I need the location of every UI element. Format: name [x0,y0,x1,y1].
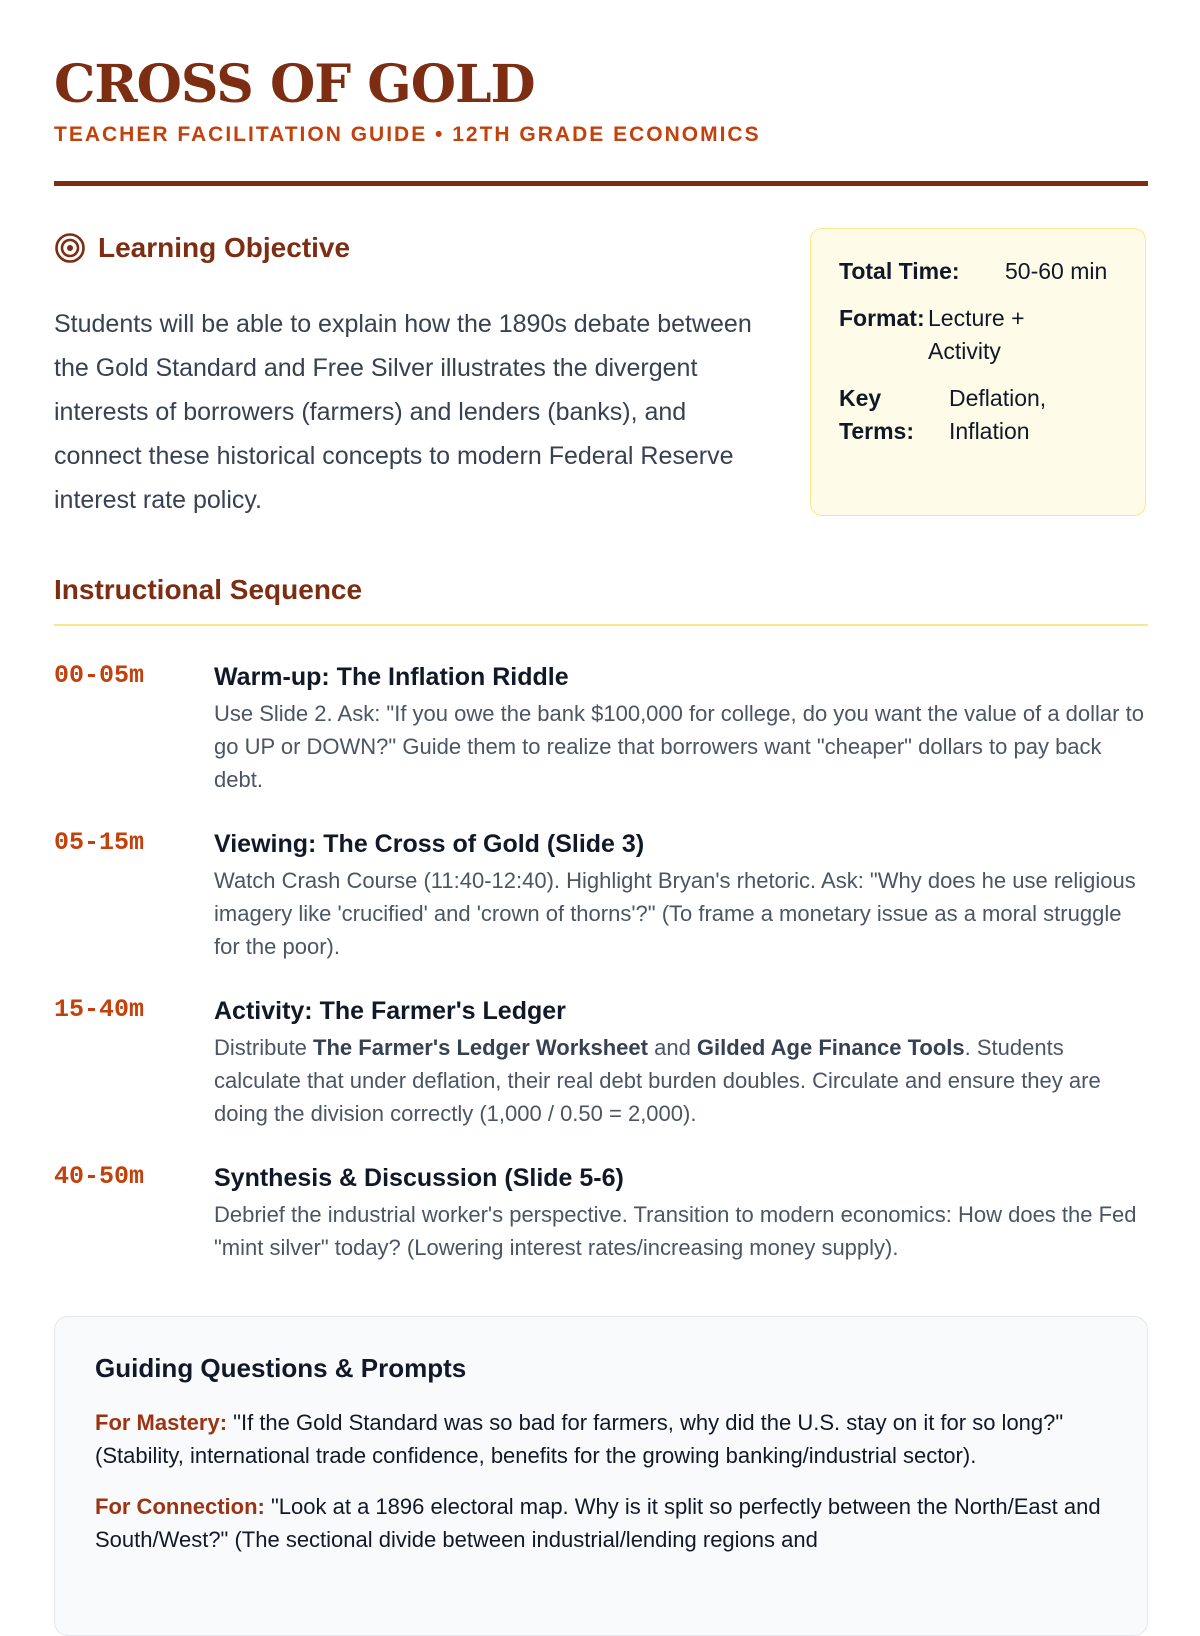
header-divider [54,181,1148,186]
prompt-mastery [95,1406,1107,1472]
format-value: Lecture + Activity [928,305,1025,364]
prompt-text: "Look at a 1896 electoral map. Why is it split so perfectly between the North/East and South/West?" (The sectional divide between industrial/lending regions and [95,1494,1101,1552]
prompt-label: For Mastery: [95,1410,228,1435]
step-time: 40-50m [54,1162,145,1191]
sequence-divider [54,624,1148,626]
info-key-terms [839,382,1119,448]
tools-title: Gilded Age Finance Tools [696,1035,965,1060]
step-desc-text: . Students calculate that under deflation, their real debt burden doubles. Circulate and ensure they are doing the division correctly (1,000 / 0.50 = 2,000). [214,1035,1101,1126]
step-time: 00-05m [54,661,145,690]
step-title: Synthesis & Discussion (Slide 5-6) [214,1164,624,1192]
page-title: CROSS OF GOLD [54,54,535,115]
step-description: Debrief the industrial worker's perspective. Transition to modern economics: How does the Fed "mint silver" today? (Lowering interest rates/increasing money supply). [214,1202,1137,1260]
worksheet-title: The Farmer's Ledger Worksheet [313,1035,648,1060]
sequence-heading: Instructional Sequence [54,574,363,605]
step-body [214,829,1148,963]
info-total-time [839,255,1119,288]
page-subtitle: TEACHER FACILITATION GUIDE • 12TH GRADE ECONOMICS [54,123,761,146]
key-terms-label: Key Terms: [839,385,914,444]
step-title: Warm-up: The Inflation Riddle [214,663,569,691]
format-label: Format: [839,305,925,331]
step-title: Viewing: The Cross of Gold (Slide 3) [214,830,645,858]
step-body [214,662,1148,796]
guiding-questions-heading: Guiding Questions & Prompts [95,1353,467,1383]
step-time: 15-40m [54,995,145,1024]
key-terms-value: Deflation, Inflation [949,385,1047,444]
info-format [839,302,1119,368]
target-icon [54,232,86,264]
step-desc-text: Distribute [214,1035,314,1060]
prompt-label: For Connection: [95,1494,265,1519]
guiding-questions-box [54,1316,1148,1636]
step-body [214,1163,1148,1264]
objective-header [54,232,350,264]
step-time: 05-15m [54,828,145,857]
step-title: Activity: The Farmer's Ledger [214,997,566,1025]
step-description: Use Slide 2. Ask: "If you owe the bank $100,000 for college, do you want the value of a dollar to go UP or DOWN?" Guide them to realize that borrowers want "cheaper" dollars to pay back debt. [214,701,1144,792]
step-body [214,996,1148,1130]
step-desc-text: and [647,1035,697,1060]
objective-heading: Learning Objective [98,232,351,263]
objective-text: Students will be able to explain how the 1890s debate between the Gold Standard and Free Silver illustrates the divergent interests of borrowers (farmers) and lenders (banks), and connect these historical concepts to modern Federal Reserve interest rate policy. [54,310,752,514]
step-description [214,1031,1148,1130]
prompt-text: "If the Gold Standard was so bad for farmers, why did the U.S. stay on it for so long?" (Stability, international trade confidence, benefits for the growing banking/industrial sector). [95,1410,1064,1468]
total-time-value: 50-60 min [1005,258,1108,284]
total-time-label: Total Time: [839,258,960,284]
prompt-connection [95,1490,1107,1556]
step-description: Watch Crash Course (11:40-12:40). Highlight Bryan's rhetoric. Ask: "Why does he use religious imagery like 'crucified' and 'crown of thorns'?" (To frame a monetary issue as a moral struggle for the poor). [214,868,1136,959]
lesson-info-box [810,228,1146,516]
